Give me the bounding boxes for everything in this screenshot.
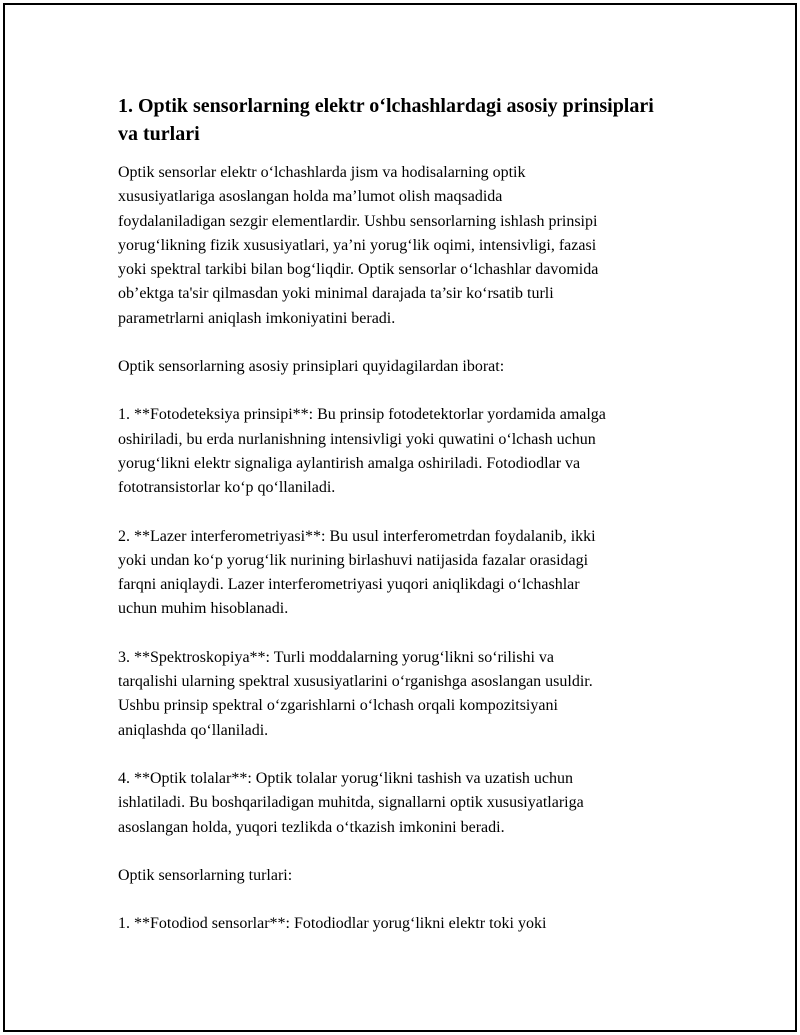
type-item: 1. **Fotodiod sensorlar**: Fotodiodlar yorug‘likni elektr toki yoki <box>118 915 547 933</box>
principle-item: 2. **Lazer interferometriyasi**: Bu usul interferometrdan foydalanib, ikki yoki undan ko‘p yorug‘lik nurining birlashuvi natijasida fazalar orasidagi farqni aniqlaydi. Lazer interferometriyasi yuqori aniqlikdagi o‘lchashlar uchun muhim hisoblanadi. <box>118 527 596 618</box>
document-body <box>118 92 758 960</box>
document-title: 1. Optik sensorlarning elektr o‘lchashlardagi asosiy prinsiplari va turlari <box>118 95 654 145</box>
principle-item: 3. **Spektroskopiya**: Turli moddalarning yorug‘likni so‘rilishi va tarqalishi ularning spektral xususiyatlarini o‘rganishga asoslangan usuldir. Ushbu prinsip spektral o‘zgarishlarni o‘lchash orqali kompozitsiyani aniqlashda qo‘llaniladi. <box>118 648 593 739</box>
principle-item: 1. **Fotodeteksiya prinsipi**: Bu prinsip fotodetektorlar yordamida amalga oshiriladi, bu erda nurlanishning intensivligi yoki quwatini o‘lchash uchun yorug‘likni elektr signaliga aylantirish amalga oshiriladi. Fotodiodlar va fototransistorlar ko‘p qo‘llaniladi. <box>118 406 606 497</box>
principle-item: 4. **Optik tolalar**: Optik tolalar yorug‘likni tashish va uzatish uchun ishlatiladi. Bu boshqariladigan muhitda, signallarni optik xususiyatlariga asoslangan holda, yuqori tezlikda o‘tkazish imkonini beradi. <box>118 769 584 836</box>
principles-heading: Optik sensorlarning asosiy prinsiplari quyidagilardan iborat: <box>118 358 505 376</box>
types-heading: Optik sensorlarning turlari: <box>118 866 293 884</box>
intro-paragraph: Optik sensorlar elektr o‘lchashlarda jism va hodisalarning optik xususiyatlariga asoslangan holda ma’lumot olish maqsadida foydalaniladigan sezgir elementlardir. Ushbu sensorlarning ishlash prinsipi yorug‘likning fizik xususiyatlari, ya’ni yorug‘lik oqimi, intensivligi, fazasi yoki spektral tarkibi bilan bog‘liqdir. Optik sensorlar o‘lchashlar davomida ob’ektga ta'sir qilmasdan yoki minimal darajada ta’sir ko‘rsatib turli parametrlarni aniqlash imkoniyatini beradi. <box>118 164 599 327</box>
